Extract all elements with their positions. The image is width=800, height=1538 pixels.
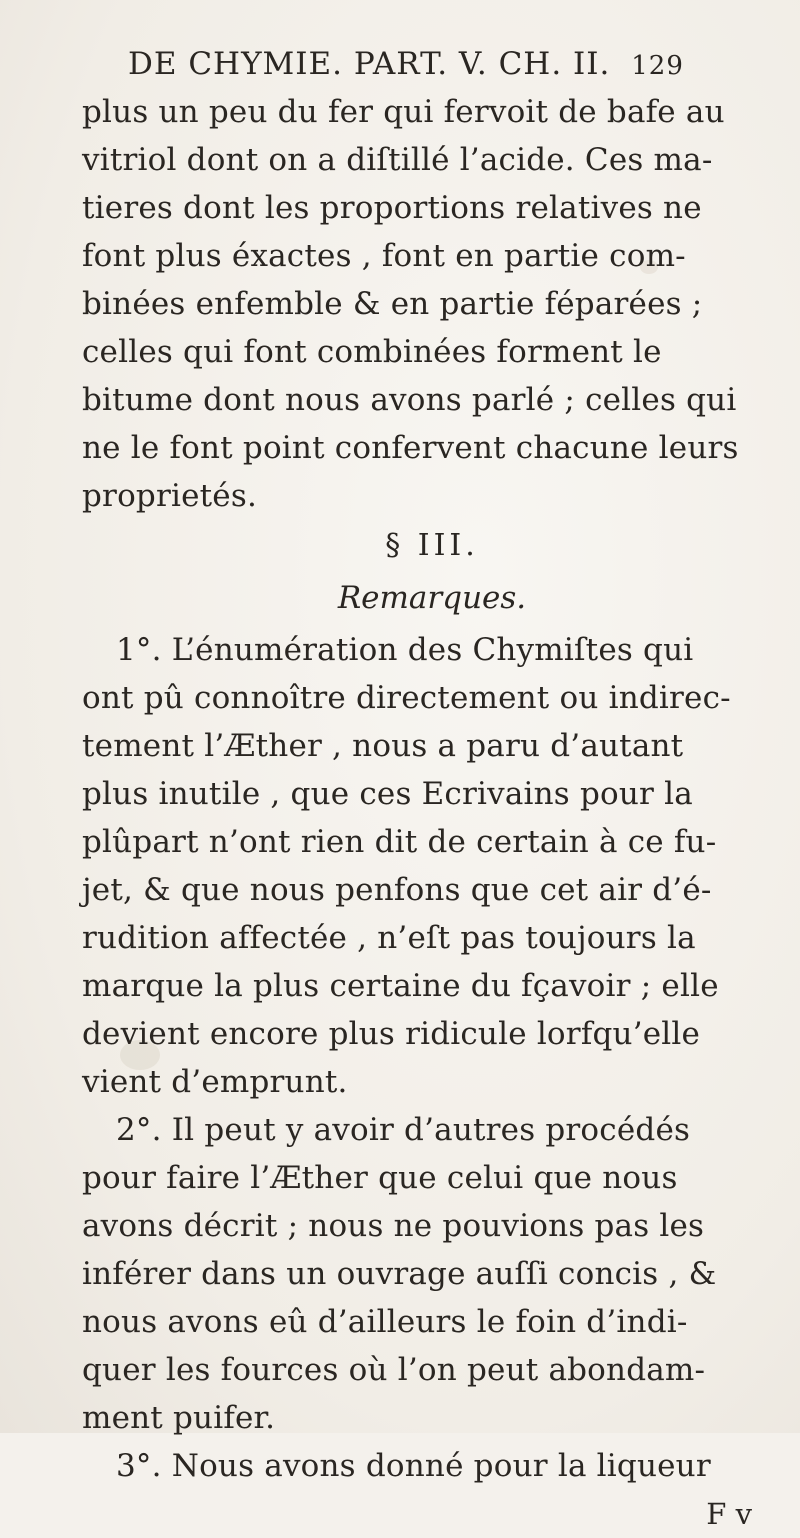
- remark-3: [82, 1442, 782, 1490]
- text-line: plûpart n’ont rien dit de certain à ce fu-: [82, 824, 717, 860]
- text-block: [82, 40, 782, 1538]
- text-line: bitume dont nous avons parlé ; celles qui: [82, 382, 737, 418]
- running-head-title: DE CHYMIE. PART. V. CH. II.: [128, 46, 611, 82]
- section-subtitle: Remarques.: [337, 580, 527, 616]
- text-line: proprietés.: [82, 478, 258, 514]
- remark-1: [82, 626, 782, 1106]
- text-line: vitriol dont on a diſtillé l’acide. Ces ma-: [82, 142, 713, 178]
- text-line: inférer dans un ouvrage auſſi concis , &: [82, 1256, 717, 1292]
- paragraph-1: [82, 88, 782, 520]
- text-line: pour faire l’Æther que celui que nous: [82, 1160, 678, 1196]
- text-line: plus inutile , que ces Ecrivains pour la: [82, 776, 693, 812]
- text-line: vient d’emprunt.: [82, 1064, 348, 1100]
- remark-text: Nous avons donné pour la liqueur: [161, 1448, 711, 1484]
- section-heading: § III.: [385, 528, 479, 563]
- remark-number: 2°.: [116, 1112, 162, 1148]
- text-line: binées enfemble & en partie féparées ;: [82, 286, 703, 322]
- remark-number: 3°.: [116, 1448, 162, 1484]
- text-line: celles qui font combinées forment le: [82, 334, 662, 370]
- text-line: [82, 626, 782, 674]
- text-line: tement l’Æther , nous a paru d’autant: [82, 728, 684, 764]
- remark-text: Il peut y avoir d’autres procédés: [161, 1112, 691, 1148]
- text-line: font plus éxactes , font en partie com-: [82, 238, 686, 274]
- text-line: quer les fources où l’on peut abondam-: [82, 1352, 706, 1388]
- text-line: ment puifer.: [82, 1400, 276, 1436]
- text-line: jet, & que nous penfons que cet air d’é-: [82, 872, 712, 908]
- text-line: rudition affectée , n’eſt pas toujours la: [82, 920, 696, 956]
- text-line: ne le font point confervent chacune leurs: [82, 430, 739, 466]
- remark-number: 1°.: [116, 632, 162, 668]
- text-line: [82, 1442, 782, 1490]
- remark-text: L’énumération des Chymiſtes qui: [161, 632, 694, 668]
- running-head: [82, 40, 782, 88]
- text-line: devient encore plus ridicule lorfqu’elle: [82, 1016, 701, 1052]
- text-line: nous avons eû d’ailleurs le foin d’indi-: [82, 1304, 688, 1340]
- remark-2: [82, 1106, 782, 1442]
- text-line: avons décrit ; nous ne pouvions pas les: [82, 1208, 705, 1244]
- text-line: ont pû connoître directement ou indirec-: [82, 680, 731, 716]
- text-line: marque la plus certaine du fçavoir ; elle: [82, 968, 719, 1004]
- text-line: tieres dont les proportions relatives ne: [82, 190, 702, 226]
- text-line: plus un peu du fer qui fervoit de bafe au: [82, 94, 725, 130]
- signature-mark: F v: [706, 1497, 752, 1531]
- page-number: 129: [631, 51, 684, 81]
- text-line: [82, 1106, 782, 1154]
